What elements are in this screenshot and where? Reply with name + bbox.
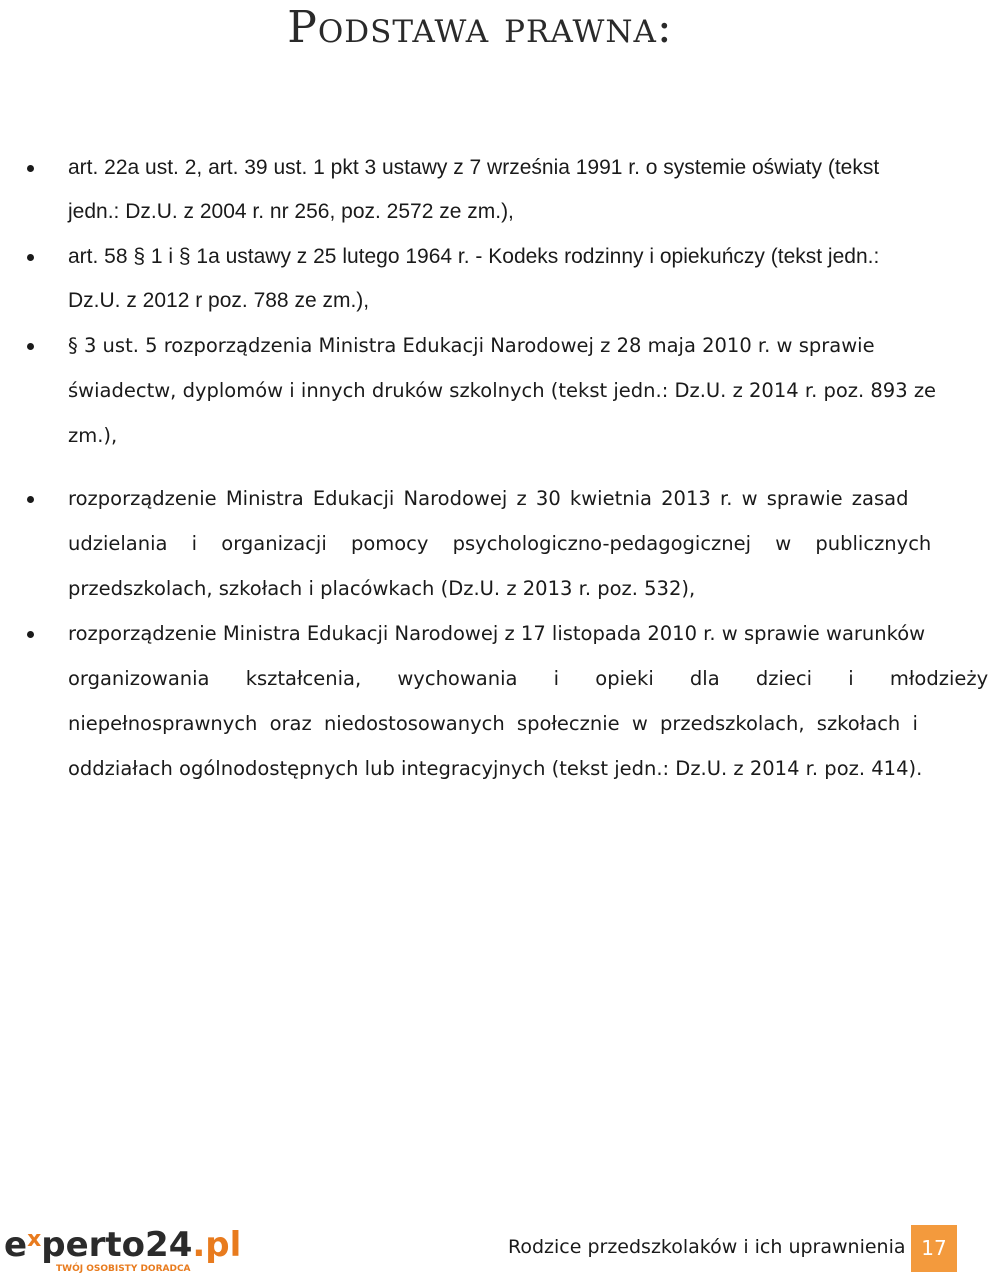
bullet-icon [27, 343, 34, 350]
list-item-line: organizowania kształcenia, wychowania i opieki dla dzieci i młodzieży [68, 667, 988, 690]
list-item-line: udzielania i organizacji pomocy psychologiczno-pedagogicznej w publicznych [68, 532, 932, 555]
page-number: 17 [911, 1225, 957, 1272]
logo-wordmark: $e^xperto24.pl$ [4, 1225, 242, 1265]
list-item-text: § 3 ust. 5 rozporządzenia Ministra Edukacji Narodowej z 28 maja 2010 r. w sprawie [68, 334, 875, 357]
list-item-line: art. 58 § 1 i § 1a ustawy z 25 lutego 1964 r. - Kodeks rodzinny i opiekuńczy (tekst jedn.: [68, 245, 880, 268]
page-title: Podstawa prawna: [287, 2, 673, 53]
list-item-line: Dz.U. z 2012 r poz. 788 ze zm.), [68, 289, 370, 312]
footer-document-title: Rodzice przedszkolaków i ich uprawnienia [508, 1236, 906, 1258]
list-item-line: przedszkolach, szkołach i placówkach (Dz.U. z 2013 r. poz. 532), [68, 577, 696, 600]
list-item-line [68, 331, 957, 361]
bullet-icon [27, 254, 34, 261]
list-item-line: rozporządzenie Ministra Edukacji Narodowej z 17 listopada 2010 r. w sprawie warunków [68, 622, 926, 645]
list-item-line: zm.), [68, 424, 118, 447]
list-item-line: art. 22a ust. 2, art. 39 ust. 1 pkt 3 ustawy z 7 września 1991 r. o systemie oświaty (tekst [68, 156, 880, 179]
list-item-line: niepełnosprawnych oraz niedostosowanych społecznie w przedszkolach, szkołach i [68, 712, 918, 735]
experto24-logo [4, 1222, 242, 1274]
list-item-line: świadectw, dyplomów i innych druków szkolnych (tekst jedn.: Dz.U. z 2014 r. poz. 893 ze [68, 379, 937, 402]
bullet-icon [27, 631, 34, 638]
list-item-line: oddziałach ogólnodostępnych lub integracyjnych (tekst jedn.: Dz.U. z 2014 r. poz. 414). [68, 757, 923, 780]
list-item-line: rozporządzenie Ministra Edukacji Narodowej z 30 kwietnia 2013 r. w sprawie zasad [68, 487, 909, 510]
bullet-icon [27, 165, 34, 172]
logo-graphic [4, 1222, 242, 1274]
logo-tagline: TWÓJ OSOBISTY DORADCA [56, 1264, 191, 1274]
list-item-line: jedn.: Dz.U. z 2004 r. nr 256, poz. 2572 ze zm.), [68, 200, 514, 223]
bullet-icon [27, 496, 34, 503]
